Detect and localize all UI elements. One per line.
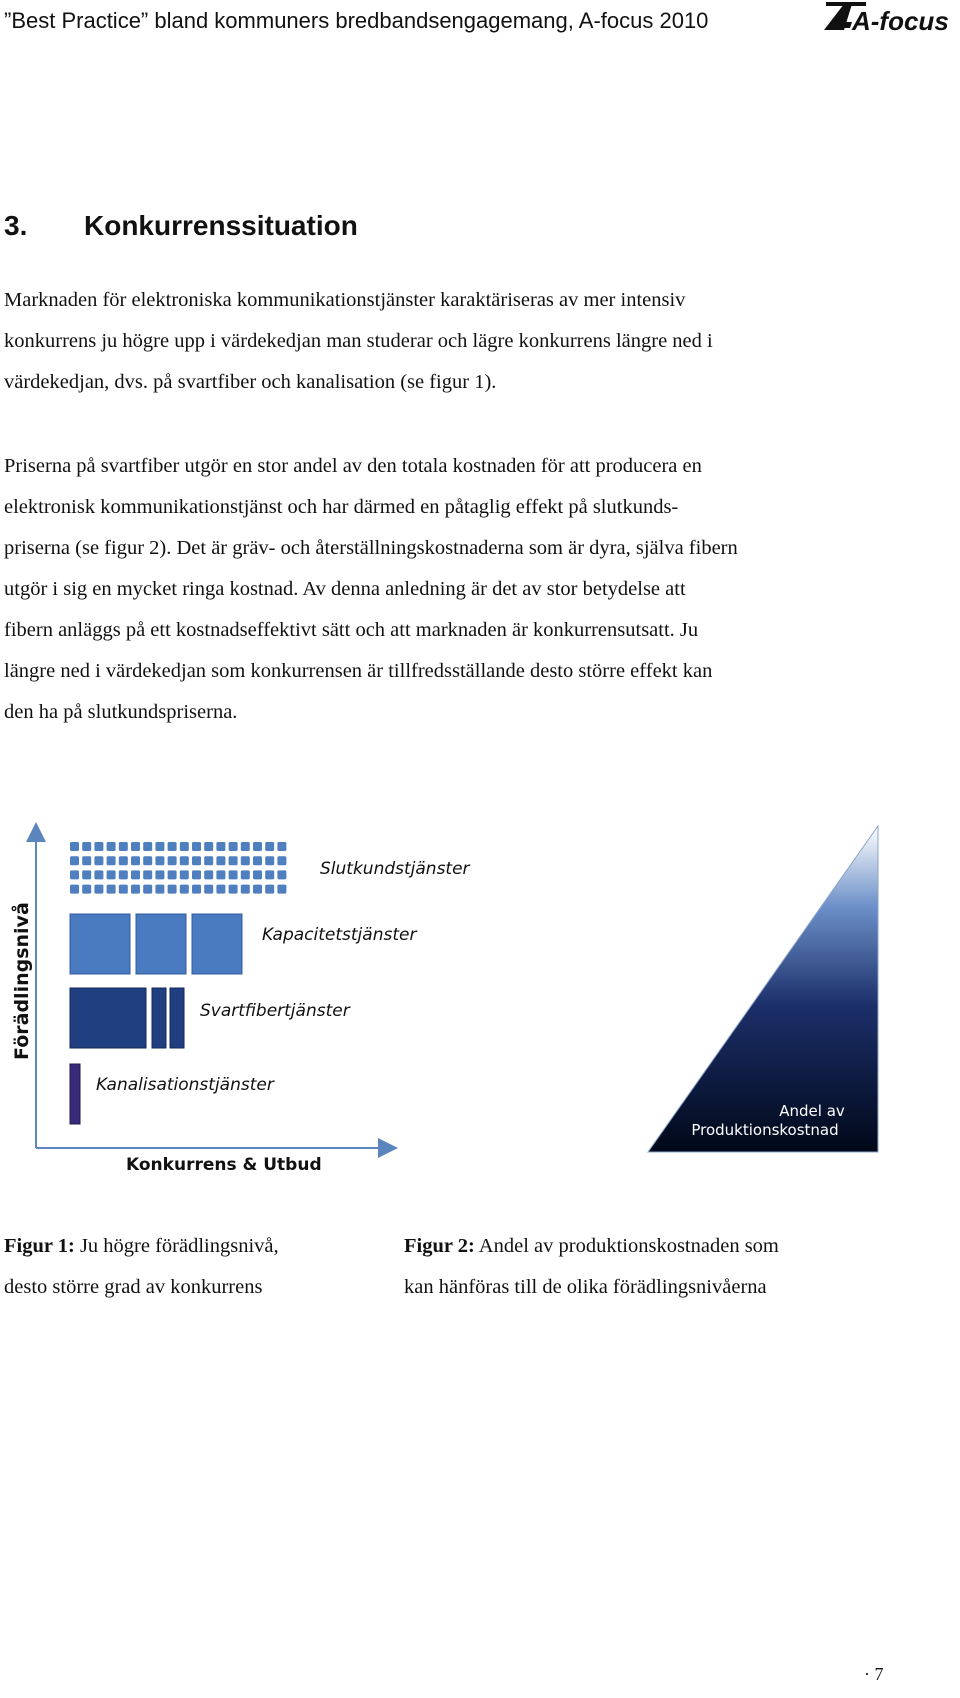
section-number: 3. bbox=[4, 210, 28, 241]
slutkund-block bbox=[180, 885, 189, 894]
slutkund-block bbox=[265, 842, 274, 851]
slutkund-block bbox=[168, 885, 177, 894]
svartfiber-block bbox=[170, 988, 184, 1048]
slutkund-block bbox=[192, 870, 201, 879]
slutkund-block bbox=[229, 856, 238, 865]
caption-text: kan hänföras till de olika förädlingsnivåerna bbox=[404, 1276, 767, 1298]
slutkund-block bbox=[277, 842, 286, 851]
slutkund-block bbox=[131, 842, 140, 851]
slutkund-block bbox=[204, 870, 213, 879]
slutkund-block bbox=[143, 870, 152, 879]
slutkund-block bbox=[192, 842, 201, 851]
header-title: ”Best Practice” bland kommuners bredbandsengagemang, A-focus 2010 bbox=[4, 8, 709, 33]
slutkund-block bbox=[180, 856, 189, 865]
slutkund-block bbox=[265, 885, 274, 894]
level-label-slutkund: Slutkundstjänster bbox=[320, 859, 470, 879]
slutkund-block bbox=[155, 870, 164, 879]
slutkund-block bbox=[277, 870, 286, 879]
slutkund-block bbox=[253, 885, 262, 894]
paragraph-line: fibern anläggs på ett kostnadseffektivt sätt och att marknaden är konkurrensutsatt. Ju bbox=[4, 619, 699, 641]
slutkund-block bbox=[70, 885, 79, 894]
slutkund-block bbox=[82, 856, 91, 865]
x-axis-label: Konkurrens & Utbud bbox=[126, 1155, 322, 1175]
logo bbox=[822, 0, 960, 40]
kapacitet-block bbox=[192, 914, 242, 974]
paragraph-line: konkurrens ju högre upp i värdekedjan man studerar och lägre konkurrens längre ned i bbox=[4, 330, 713, 352]
paragraph-line: priserna (se figur 2). Det är gräv- och återställningskostnaderna som är dyra, själva fibern bbox=[4, 537, 738, 559]
slutkund-block bbox=[143, 842, 152, 851]
slutkund-block bbox=[265, 870, 274, 879]
slutkund-block bbox=[107, 842, 116, 851]
slutkund-block bbox=[229, 885, 238, 894]
caption-label: Figur 1: bbox=[4, 1235, 75, 1257]
kanalisation-block bbox=[70, 1064, 80, 1124]
slutkund-block bbox=[70, 856, 79, 865]
paragraph-2 bbox=[4, 446, 904, 733]
slutkund-block bbox=[229, 870, 238, 879]
svartfiber-block bbox=[152, 988, 166, 1048]
kapacitet-block bbox=[136, 914, 186, 974]
slutkund-block bbox=[277, 856, 286, 865]
slutkund-block bbox=[216, 856, 225, 865]
slutkund-block bbox=[94, 856, 103, 865]
slutkund-block bbox=[70, 870, 79, 879]
caption-text: Ju högre förädlingsnivå, bbox=[74, 1235, 279, 1257]
triangle-label-line1: Andel av bbox=[779, 1102, 845, 1120]
slutkund-block bbox=[241, 842, 250, 851]
section-heading bbox=[4, 210, 358, 242]
slutkund-block bbox=[253, 842, 262, 851]
caption-text: Andel av produktionskostnaden som bbox=[474, 1235, 779, 1257]
paragraph-line: utgör i sig en mycket ringa kostnad. Av denna anledning är det av stor betydelse att bbox=[4, 578, 686, 600]
slutkund-block bbox=[119, 870, 128, 879]
svartfiber-block bbox=[70, 988, 146, 1048]
section-title: Konkurrenssituation bbox=[84, 210, 358, 241]
slutkund-block bbox=[204, 885, 213, 894]
figure-2 bbox=[648, 826, 878, 1152]
svartfiber-blocks bbox=[70, 988, 184, 1048]
slutkund-block bbox=[131, 885, 140, 894]
figures bbox=[0, 820, 960, 1180]
slutkund-block bbox=[180, 870, 189, 879]
slutkund-block bbox=[82, 870, 91, 879]
slutkund-block bbox=[119, 856, 128, 865]
slutkund-block bbox=[216, 842, 225, 851]
slutkund-block bbox=[131, 856, 140, 865]
slutkund-block bbox=[70, 842, 79, 851]
slutkund-block bbox=[107, 870, 116, 879]
slutkund-block bbox=[119, 885, 128, 894]
kapacitet-blocks bbox=[70, 914, 242, 974]
paragraph-line: Priserna på svartfiber utgör en stor andel av den totala kostnaden för att producera en bbox=[4, 455, 702, 477]
slutkund-block bbox=[119, 842, 128, 851]
slutkund-block bbox=[265, 856, 274, 865]
slutkund-block bbox=[155, 842, 164, 851]
slutkund-block bbox=[204, 842, 213, 851]
y-axis-label: Förädlingsnivå bbox=[11, 902, 33, 1060]
paragraph-line: elektronisk kommunikationstjänst och har därmed en påtaglig effekt på slutkunds- bbox=[4, 496, 679, 518]
slutkund-block bbox=[107, 885, 116, 894]
slutkund-block bbox=[168, 842, 177, 851]
kapacitet-block bbox=[70, 914, 130, 974]
slutkund-block bbox=[155, 885, 164, 894]
slutkund-block bbox=[204, 856, 213, 865]
slutkund-block bbox=[143, 885, 152, 894]
slutkund-block bbox=[241, 870, 250, 879]
slutkund-block bbox=[253, 856, 262, 865]
paragraph-line: värdekedjan, dvs. på svartfiber och kanalisation (se figur 1). bbox=[4, 371, 497, 393]
slutkund-block bbox=[216, 885, 225, 894]
slutkund-block bbox=[168, 870, 177, 879]
slutkund-block bbox=[94, 842, 103, 851]
slutkund-block bbox=[143, 856, 152, 865]
level-label-svartfiber: Svartfibertjänster bbox=[200, 1001, 350, 1021]
caption-text: desto större grad av konkurrens bbox=[4, 1276, 263, 1298]
level-label-kanalisation: Kanalisationstjänster bbox=[96, 1075, 274, 1095]
paragraph-line: den ha på slutkundspriserna. bbox=[4, 701, 238, 723]
paragraph-line: längre ned i värdekedjan som konkurrensen är tillfredsställande desto större effekt kan bbox=[4, 660, 713, 682]
level-label-kapacitet: Kapacitetstjänster bbox=[262, 925, 417, 945]
slutkund-block bbox=[180, 842, 189, 851]
paragraph-1 bbox=[4, 280, 904, 403]
slutkund-block bbox=[131, 870, 140, 879]
slutkund-block bbox=[94, 885, 103, 894]
slutkund-block bbox=[168, 856, 177, 865]
slutkund-block bbox=[241, 885, 250, 894]
page-number: · 7 bbox=[864, 1664, 884, 1684]
slutkund-block bbox=[94, 870, 103, 879]
slutkund-blocks bbox=[70, 842, 286, 894]
caption-label: Figur 2: bbox=[404, 1235, 475, 1257]
caption-figure-1 bbox=[4, 1226, 279, 1308]
caption-figure-2 bbox=[404, 1226, 779, 1308]
slutkund-block bbox=[229, 842, 238, 851]
slutkund-block bbox=[277, 885, 286, 894]
paragraph-line: Marknaden för elektroniska kommunikationstjänster karaktäriseras av mer intensiv bbox=[4, 289, 686, 311]
slutkund-block bbox=[155, 856, 164, 865]
triangle-label-line2: Produktionskostnad bbox=[691, 1121, 839, 1139]
slutkund-block bbox=[241, 856, 250, 865]
slutkund-block bbox=[107, 856, 116, 865]
slutkund-block bbox=[216, 870, 225, 879]
slutkund-block bbox=[192, 885, 201, 894]
figure-1 bbox=[9, 832, 471, 1175]
logo-text: A-focus bbox=[852, 6, 949, 36]
slutkund-block bbox=[82, 885, 91, 894]
slutkund-block bbox=[192, 856, 201, 865]
slutkund-block bbox=[253, 870, 262, 879]
slutkund-block bbox=[82, 842, 91, 851]
